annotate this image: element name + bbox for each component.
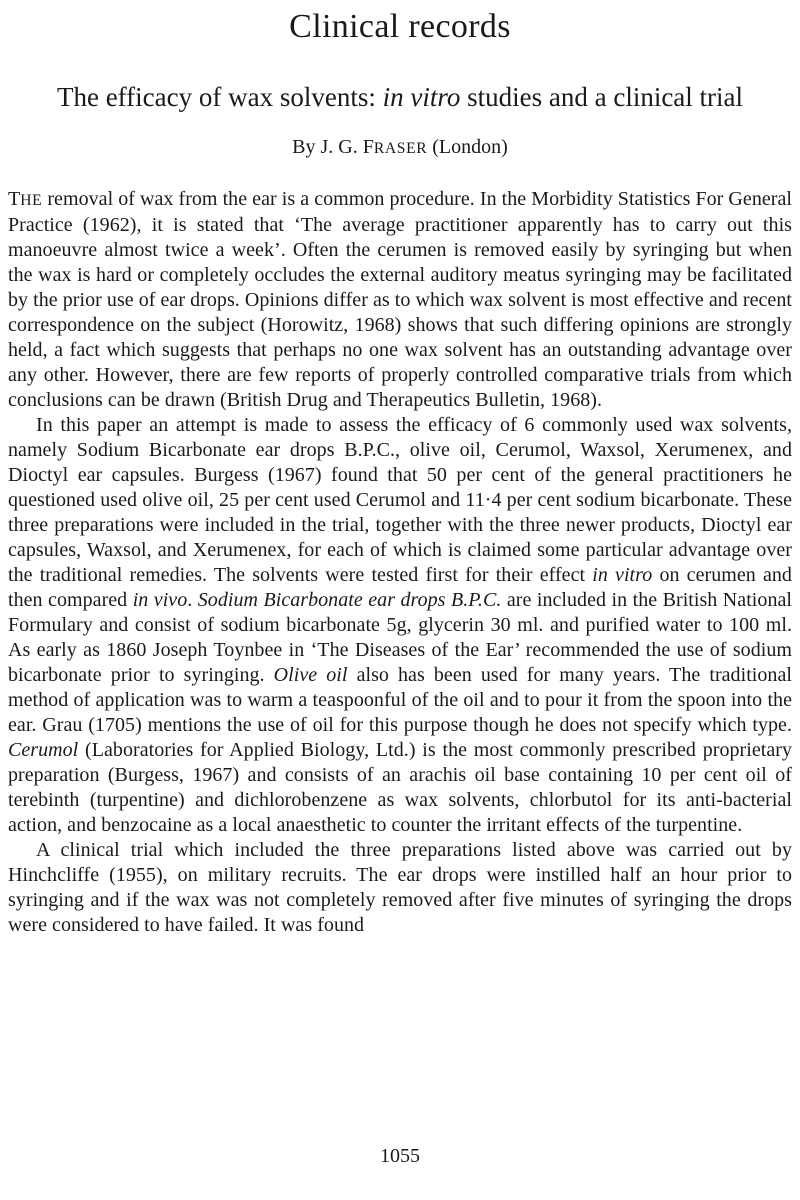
- text-segment: In this paper an attempt is made to assess the efficacy of 6 commonly used wax solvents, namely Sodium Bicarbonate ear drops B.P.C., olive oil, Cerumol, Waxsol, Xerumenex, and Dioctyl ear capsules. Burgess (1967) found that 50 per cent of the general practitioners he questioned used olive oil, 25 per cent used Cerumol and 11·4 per cent sodium bicarbonate. These three preparations were included in the trial, together with the three newer products, Dioctyl ear capsules, Waxsol, and Xerumenex, for each of which is claimed some particular advantage over the traditional remedies. The solvents were tested first for their effect: [8, 414, 792, 587]
- text-segment: removal of wax from the ear is a common procedure. In the Morbidity Statistics For General Practice (1962), it is stated that ‘The average practitioner apparently has to carry out this manoeuvre almost twice a week’. Often the cerumen is removed easily by syringing but when the wax is hard or completely occludes the external auditory meatus syringing may be facilitated by the prior use of ear drops. Opinions differ as to which wax solvent is most effective and recent correspondence on the subject (Horowitz, 1968) shows that such differing opinions are strongly held, a fact which suggests that perhaps no one wax solvent has an outstanding advantage over any other. However, there are few reports of properly controlled comparative trials from which conclusions can be drawn (British Drug and Therapeutics Bulletin, 1968).: [8, 188, 792, 412]
- text-segment: The efficacy of wax solvents:: [56, 82, 383, 112]
- text-segment: HE: [20, 192, 43, 210]
- text-segment: Sodium Bicarbonate ear drops B.P.C.: [197, 589, 502, 612]
- text-segment: By J. G. F: [292, 136, 374, 159]
- text-segment: (London): [427, 136, 508, 159]
- page-number: 1055: [380, 1145, 420, 1167]
- text-segment: RASER: [373, 140, 428, 158]
- text-segment: T: [8, 188, 21, 211]
- text-segment: in vivo: [132, 589, 188, 612]
- article-title: [55, 80, 745, 114]
- text-segment: on cerumen and then compared: [8, 564, 792, 612]
- text-segment: studies and a clinical trial: [460, 82, 744, 112]
- text-segment: Cerumol: [8, 739, 79, 762]
- text-segment: also has been used for many years. The traditional method of application was to warm a teaspoonful of the oil and to pour it from the spoon into the ear. Grau (1705) mentions the use of oil for this purpose though he does not specify which type.: [8, 664, 792, 737]
- text-segment: .: [187, 589, 198, 612]
- text-segment: Olive oil: [273, 664, 348, 687]
- article-body: [8, 187, 792, 938]
- byline: [8, 136, 792, 159]
- text-segment: are included in the British National Formulary and consist of sodium bicarbonate 5g, glycerin 30 ml. and purified water to 100 ml. As early as 1860 Joseph Toynbee in ‘The Diseases of the Ear’ recommended the use of sodium bicarbonate prior to syringing.: [8, 589, 792, 687]
- text-segment: A clinical trial which included the three preparations listed above was carried out by Hinchcliffe (1955), on military recruits. The ear drops were instilled half an hour prior to syringing and if the wax was not completely removed after five minutes of syringing the drops were considered to have failed. It was found: [8, 839, 792, 937]
- section-heading: Clinical records: [289, 8, 511, 45]
- paragraph-3: [8, 838, 792, 938]
- text-segment: in vitro: [592, 564, 653, 587]
- text-segment: in vitro: [382, 82, 461, 112]
- paragraph-1: [8, 187, 792, 413]
- text-segment: (Laboratories for Applied Biology, Ltd.) is the most commonly prescribed proprietary preparation (Burgess, 1967) and consists of an arachis oil base containing 10 per cent oil of terebinth (turpentine) and dichlorobenzene as wax solvents, chlorbutol for its anti-bacterial action, and benzocaine as a local anaesthetic to counter the irritant effects of the turpentine.: [8, 739, 792, 837]
- paragraph-2: [8, 413, 792, 838]
